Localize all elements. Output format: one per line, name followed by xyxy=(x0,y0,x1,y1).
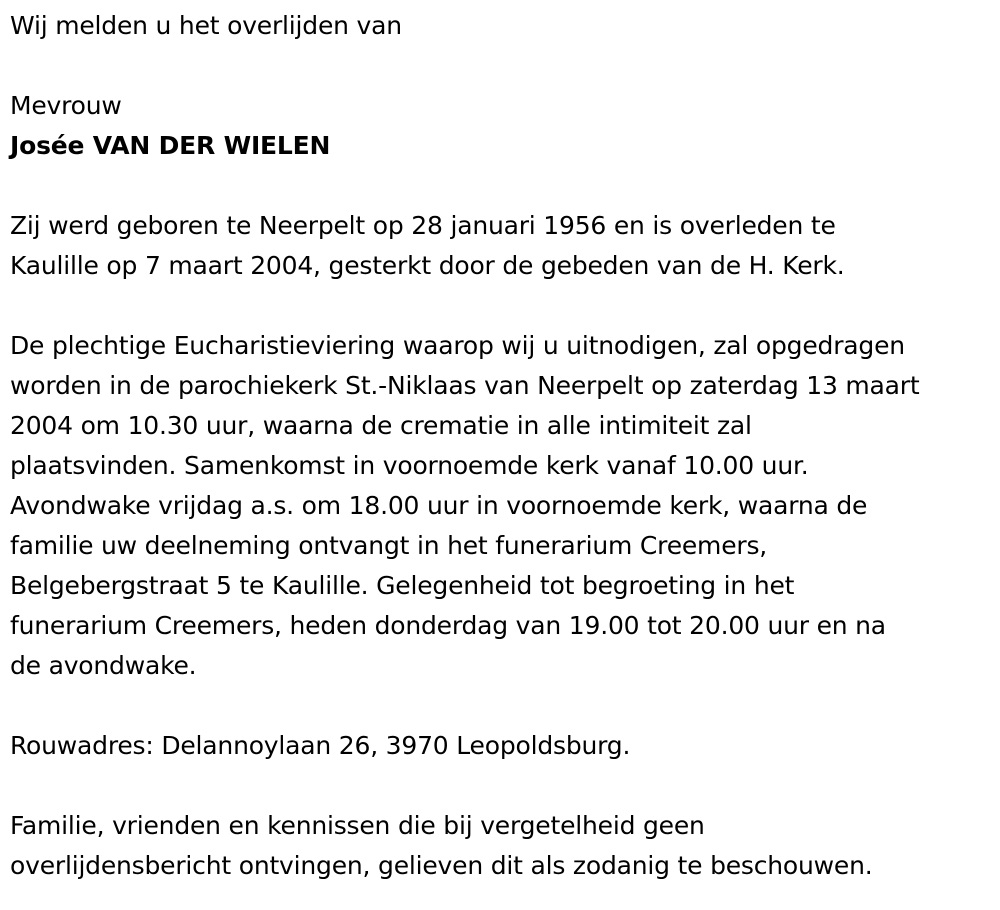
paragraph-line: Belgebergstraat 5 te Kaulille. Gelegenheid tot begroeting in het xyxy=(10,571,795,600)
paragraph-line: Familie, vrienden en kennissen die bij vergetelheid geen xyxy=(10,811,705,840)
intro-text: Wij melden u het overlijden van xyxy=(10,11,402,40)
paragraph-line: familie uw deelneming ontvangt in het funerarium Creemers, xyxy=(10,531,768,560)
paragraph-line: De plechtige Eucharistieviering waarop wij u uitnodigen, zal opgedragen xyxy=(10,331,905,360)
mourning-address: Rouwadres: Delannoylaan 26, 3970 Leopoldsburg. xyxy=(10,731,631,760)
paragraph-line: 2004 om 10.30 uur, waarna de crematie in alle intimiteit zal xyxy=(10,411,752,440)
paragraph-line: overlijdensbericht ontvingen, gelieven dit als zodanig te beschouwen. xyxy=(10,851,873,880)
paragraph-line: plaatsvinden. Samenkomst in voornoemde kerk vanaf 10.00 uur. xyxy=(10,451,809,480)
closing-paragraph xyxy=(10,806,995,886)
deceased-name: Josée VAN DER WIELEN xyxy=(10,131,331,160)
paragraph-line: de avondwake. xyxy=(10,651,197,680)
paragraph-line: worden in de parochiekerk St.-Niklaas van Neerpelt op zaterdag 13 maart xyxy=(10,371,920,400)
spacer xyxy=(10,766,995,806)
honorific: Mevrouw xyxy=(10,91,122,120)
spacer xyxy=(10,46,995,86)
ceremony-paragraph xyxy=(10,326,995,686)
paragraph-line: Kaulille op 7 maart 2004, gesterkt door de gebeden van de H. Kerk. xyxy=(10,251,845,280)
spacer xyxy=(10,166,995,206)
birth-death-paragraph xyxy=(10,206,995,286)
spacer xyxy=(10,686,995,726)
paragraph-line: funerarium Creemers, heden donderdag van 19.00 tot 20.00 uur en na xyxy=(10,611,886,640)
spacer xyxy=(10,286,995,326)
obituary-notice xyxy=(10,6,995,886)
paragraph-line: Avondwake vrijdag a.s. om 18.00 uur in voornoemde kerk, waarna de xyxy=(10,491,868,520)
paragraph-line: Zij werd geboren te Neerpelt op 28 januari 1956 en is overleden te xyxy=(10,211,836,240)
